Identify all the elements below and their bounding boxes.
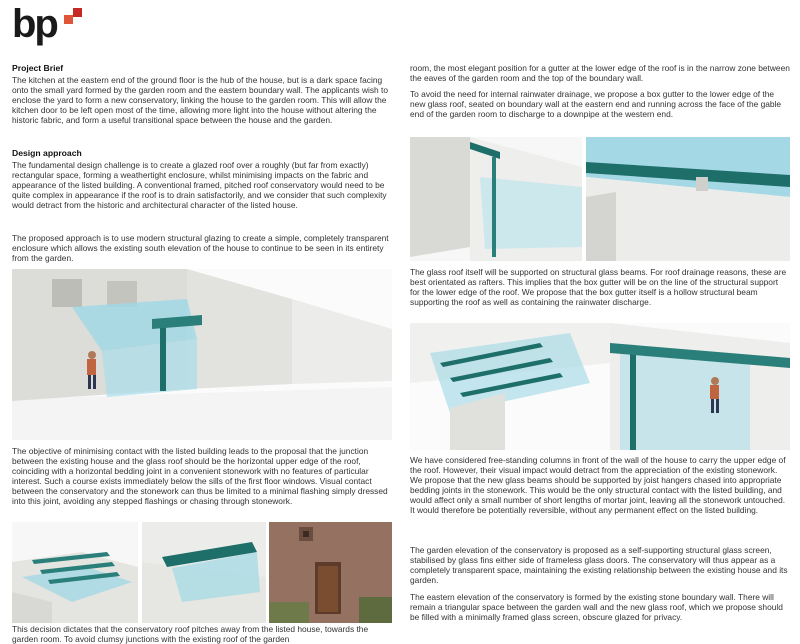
render-glass-beams-left: [12, 522, 138, 623]
heading-design-approach: Design approach: [12, 148, 82, 158]
paragraph-brief: The kitchen at the eastern end of the ground floor is the hub of the house, but is a dark space facing onto the small yard formed by the garden room and the eastern boundary wall. The applicants wish to enclose the yard to form a new conservatory, linking the house to the garden room. This will allow the kitchen door to be left open most of the time, allowing more light into the house without altering the historic fabric, and form a useful transitional space between the house and the garden.: [12, 75, 389, 126]
render-gutter-view: [410, 137, 582, 261]
photo-stone-facade: [269, 522, 392, 623]
paragraph-approach-3: The objective of minimising contact with the listed building leads to the proposal that the junction between the existing house and the glass roof should be the horizontal upper edge of the roof, coinciding with a horizontal bedding joint in a convenient stonework with no features of particular interest. Such a course exists immediately below the sills of the first floor windows. Visual contact between the conservatory and the stonework can thus be limited to a minimal flashing simply dressed into this joint, avoiding any stepped flashings or chasing through stonework.: [12, 446, 388, 507]
render-conservatory-view: [12, 269, 392, 440]
logo-square-1: [64, 15, 73, 24]
paragraph-right-5: The garden elevation of the conservatory is proposed as a self-supporting structural glass screen, stabilised by glass fins either side of frameless glass doors. The conservatory will thus appear as a completely transparent space, maintaining the existing relationship between the existing house and its garden.: [410, 545, 788, 586]
paragraph-right-6: The eastern elevation of the conservatory is formed by the existing stone boundary wall. There will remain a triangular space between the garden wall and the new glass roof, which we propose should be filled with a minimally framed glass screen, obscure glazed for privacy.: [410, 592, 783, 623]
paragraph-approach-2: The proposed approach is to use modern structural glazing to create a simple, completely transparent enclosure which allows the existing south elevation of the house to continue to be seen in its entirety from the garden.: [12, 233, 389, 264]
paragraph-right-3: The glass roof itself will be supported on structural glass beams. For roof drainage reasons, these are best orientated as rafters. This implies that the box gutter will be on the line of the structural support for the lower edge of the roof. We propose that the box gutter itself is a hollow structural beam supporting the roof as well as containing the rainwater discharge.: [410, 267, 787, 308]
heading-project-brief: Project Brief: [12, 63, 64, 73]
paragraph-approach-1: The fundamental design challenge is to create a glazed roof over a roughly (but far from exactly) rectangular space, forming a weathertight enclosure, whilst minimising impacts on the fabric and appearance of the listed building. A conventional framed, pitched roof conservatory would need to be quite complex in appearance if the roof is to drain satisfactorily, and we consider that such complexity would detract from the historic and architectural character of the listed house.: [12, 160, 387, 211]
logo-text: bp: [12, 2, 57, 46]
render-glass-beams-interior: [410, 323, 790, 450]
logo-square-2: [73, 8, 82, 17]
paragraph-right-4: We have considered free-standing columns in front of the wall of the house to carry the upper edge of the roof. However, their visual impact would detract from the appreciation of the existing stonework. We propose that the new glass beams should be supported by joist hangers chased into appropriate bedding joints in the stonework. This would be the only structural contact with the listed building, and would affect only a small number of short lengths of mortar joint, leaving all the stonework untouched. It would therefore be potentially reversible, without any permanent effect on the listed building.: [410, 455, 786, 516]
paragraph-right-1: room, the most elegant position for a gutter at the lower edge of the roof is in the narrow zone between the eaves of the garden room and the top of the boundary wall.: [410, 63, 790, 84]
bp-logo: [12, 2, 82, 54]
render-box-gutter-detail: [142, 522, 266, 623]
render-gutter-closeup: [586, 137, 790, 261]
paragraph-right-2: To avoid the need for internal rainwater drainage, we propose a box gutter to the lower edge of the new glass roof, seated on boundary wall at the eastern end and running across the face of the gable end of the garden room to discharge to a downpipe at the western end.: [410, 89, 782, 120]
paragraph-approach-4: This decision dictates that the conservatory roof pitches away from the listed house, towards the garden room. To avoid clumsy junctions with the existing roof of the garden: [12, 624, 369, 644]
